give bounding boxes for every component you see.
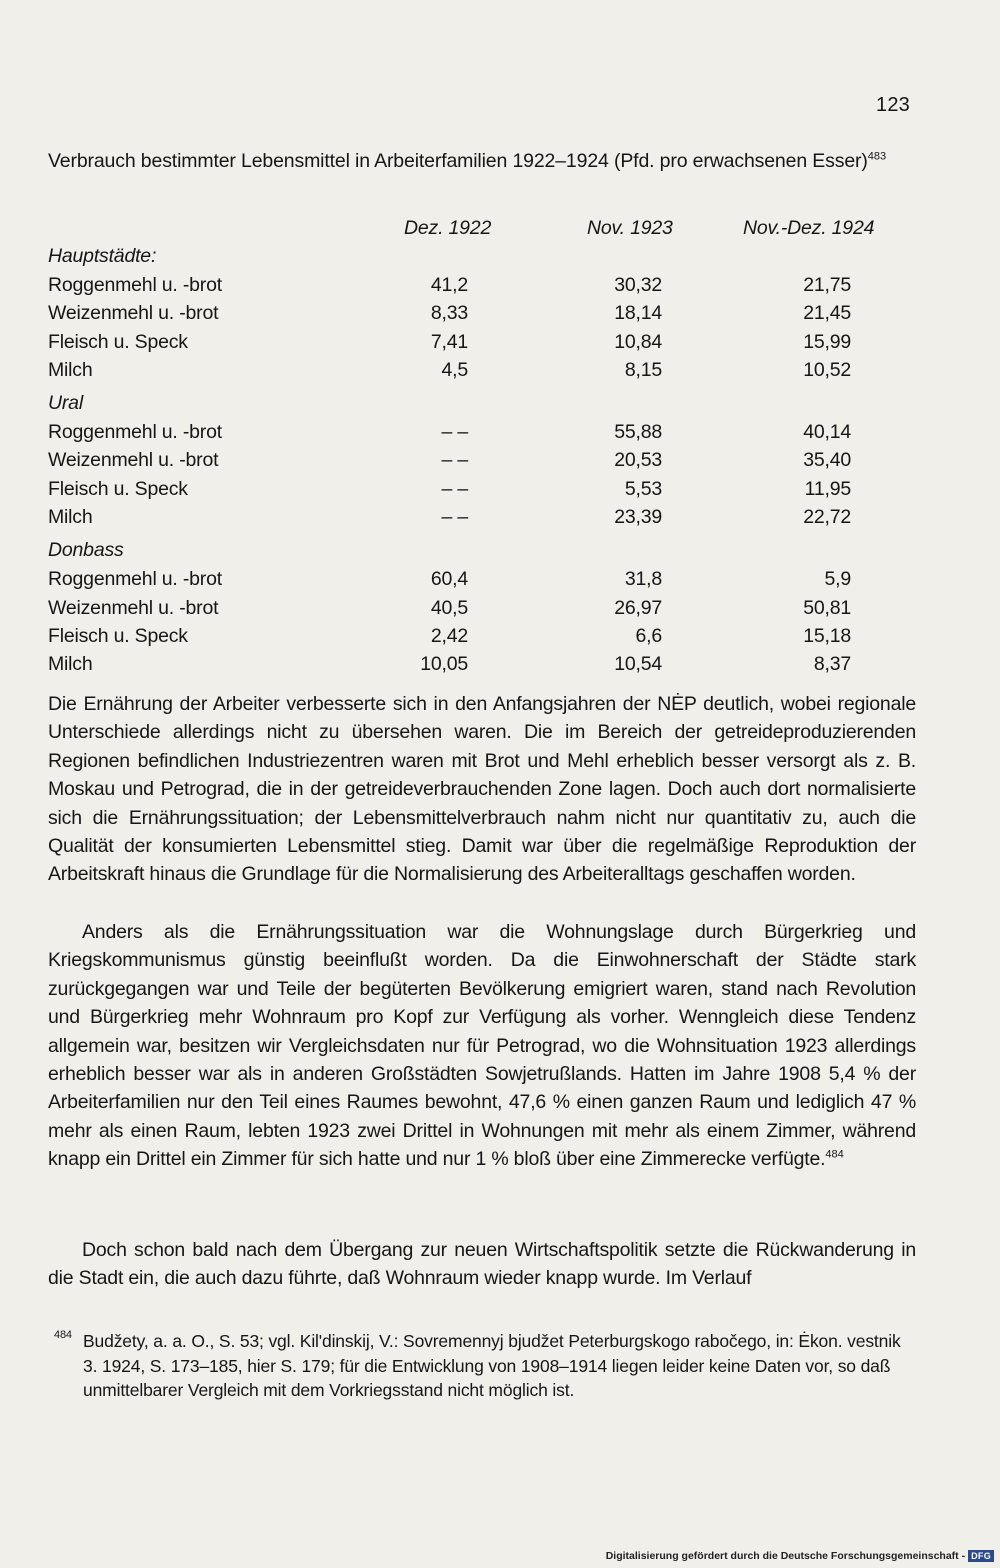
table-cell: 40,5 [430, 596, 468, 619]
table-row [48, 622, 908, 650]
paragraph-body: Anders als die Ernährungssituation war die Wohnungslage durch Bürgerkrieg und Kriegskommunismus günstig beeinflußt worden. Da die Einwohnerschaft der Städte stark zurückgegangen war und Teile der begüterten Bevölkerung emigriert waren, stand nach Revolution und Bürgerkrieg mehr Wohnraum pro Kopf zur Verfügung als vorher. Wenngleich diese Tendenz allgemein war, besitzen wir Vergleichsdaten nur für Petrograd, wo die Wohnsituation 1923 allerdings erheblich besser war als in anderen Großstädten Sowjetrußlands. Hatten im Jahre 1908 5,4 % der Arbeiterfamilien nur den Teil eines Raumes bewohnt, 47,6 % einen ganzen Raum und lediglich 47 % mehr als einen Raum, lebten 1923 zwei Drittel in Wohnungen mit mehr als einem Zimmer, während knapp ein Drittel ein Zimmer für sich hatte und nur 1 % bloß über eine Zimmerecke verfügte. [48, 921, 916, 1171]
table-cell: 2,42 [430, 624, 468, 647]
table-cell: 11,95 [804, 477, 851, 500]
column-header-dez-1922: Dez. 1922 [404, 217, 492, 239]
table-cell: 6,6 [635, 624, 662, 647]
table-cell: 20,53 [614, 449, 662, 472]
paragraph-text [48, 918, 916, 1174]
row-label: Fleisch u. Speck [48, 330, 188, 353]
table-cell: 40,14 [803, 421, 851, 444]
column-header-nov-1923: Nov. 1923 [587, 217, 673, 239]
table-cell: 31,8 [624, 568, 662, 591]
row-label: Milch [48, 506, 93, 529]
table-row [48, 418, 908, 446]
table-cell: 10,05 [420, 653, 468, 676]
table-row [48, 475, 908, 503]
row-label: Milch [48, 653, 93, 676]
table-cell: 15,99 [803, 330, 851, 353]
table-group-label: Hauptstädte: [48, 245, 157, 267]
table-cell: 50,81 [803, 596, 851, 619]
table-cell: 21,75 [803, 274, 851, 296]
page-number: 123 [876, 94, 910, 116]
table-cell: 5,53 [624, 477, 662, 500]
paragraph-return-migration [48, 1236, 916, 1293]
table-cell: 8,37 [813, 653, 851, 676]
row-label: Weizenmehl u. -brot [48, 302, 219, 325]
row-label: Weizenmehl u. -brot [48, 449, 219, 472]
table-cell: 35,40 [803, 449, 851, 472]
table-cell: – – [441, 506, 468, 529]
consumption-table [48, 242, 908, 679]
table-cell: 15,18 [803, 624, 851, 647]
table-cell: 5,9 [824, 568, 851, 591]
row-label: Roggenmehl u. -brot [48, 568, 222, 591]
paragraph-nutrition [48, 690, 916, 889]
table-cell: 60,4 [430, 568, 468, 591]
paragraph-text: Doch schon bald nach dem Übergang zur neuen Wirtschaftspolitik setzte die Rückwanderung in die Stadt ein, die auch dazu führte, daß Wohnraum wieder knapp wurde. Im Verlauf [48, 1239, 916, 1290]
table-cell: 18,14 [614, 302, 662, 325]
table-cell: 22,72 [803, 506, 851, 529]
table-cell: 4,5 [441, 358, 468, 381]
table-cell: 10,84 [614, 330, 662, 353]
table-cell: 23,39 [614, 506, 662, 529]
row-label: Roggenmehl u. -brot [48, 421, 222, 444]
paragraph-text: Die Ernährung der Arbeiter verbesserte sich in den Anfangsjahren der NĖP deutlich, wobei regionale Unterschiede allerdings nicht zu übersehen waren. Die im Bereich der getreideproduzierenden Regionen befindlichen Industriezentren waren mit Brot und Mehl erheblich besser versorgt als z. B. Moskau und Petrograd, die in der getreideverbrauchenden Zone lagen. Doch auch dort normalisierte sich die Ernährungssituation; der Lebensmittelverbrauch nahm nicht nur quantitativ zu, auch die Qualität der konsumierten Lebensmittel stieg. Damit war über die regelmäßige Reproduktion der Arbeitskraft hinaus die Grundlage für die Normalisierung des Arbeiteralltags geschaffen worden. [48, 693, 916, 886]
row-label: Fleisch u. Speck [48, 624, 188, 647]
footnote-ref-484[interactable]: 484 [825, 1148, 844, 1161]
paragraph-housing [48, 918, 916, 1174]
table-row [48, 650, 908, 678]
caption-text: Verbrauch bestimmter Lebensmittel in Arbeiterfamilien 1922–1924 (Pfd. pro erwachsenen Esser) [48, 150, 868, 172]
table-cell: 10,52 [803, 358, 851, 381]
table-cell: 41,2 [430, 274, 468, 296]
table-group-label: Ural [48, 392, 83, 415]
footnote-number: 484 [54, 1329, 72, 1341]
dfg-logo: DFG [968, 1550, 994, 1562]
column-header-nov-dez-1924: Nov.-Dez. 1924 [743, 217, 875, 239]
footnote-text: Budžety, a. a. O., S. 53; vgl. Kil'dinskij, V.: Sovremennyj bjudžet Peterburgskogo rabočego, in: Ėkon. vestnik 3. 1924, S. 173–185, hier S. 179; für die Entwicklung von 1908–1914 liegen leider keine Daten vor, so daß unmittelbarer Vergleich mit dem Vorkriegsstand nicht möglich ist. [83, 1331, 901, 1400]
table-row [48, 299, 908, 327]
table-row [48, 446, 908, 474]
table-cell: 10,54 [614, 653, 662, 676]
table-row [48, 356, 908, 384]
footnote-484 [48, 1329, 916, 1403]
table-cell: 7,41 [430, 330, 468, 353]
credit-text: Digitalisierung gefördert durch die Deutsche Forschungsgemeinschaft - [605, 1550, 966, 1562]
table-cell: 8,33 [430, 302, 468, 325]
table-row [48, 503, 908, 531]
table-cell: – – [441, 477, 468, 500]
row-label: Fleisch u. Speck [48, 477, 188, 500]
table-row [48, 594, 908, 622]
caption-footnote-ref[interactable]: 483 [867, 150, 887, 163]
table-row [48, 271, 908, 299]
table-cell: 30,32 [614, 274, 662, 296]
row-label: Milch [48, 358, 93, 381]
table-row [48, 565, 908, 593]
table-group-label: Donbass [48, 539, 124, 562]
row-label: Weizenmehl u. -brot [48, 596, 219, 619]
table-cell: – – [441, 449, 468, 472]
table-cell: – – [441, 421, 468, 444]
digitization-credit [606, 1548, 994, 1564]
table-cell: 8,15 [624, 358, 662, 381]
table-row [48, 328, 908, 356]
table-cell: 21,45 [803, 302, 851, 325]
table-cell: 55,88 [614, 421, 662, 444]
table-caption [48, 147, 916, 176]
table-cell: 26,97 [614, 596, 662, 619]
row-label: Roggenmehl u. -brot [48, 274, 222, 296]
